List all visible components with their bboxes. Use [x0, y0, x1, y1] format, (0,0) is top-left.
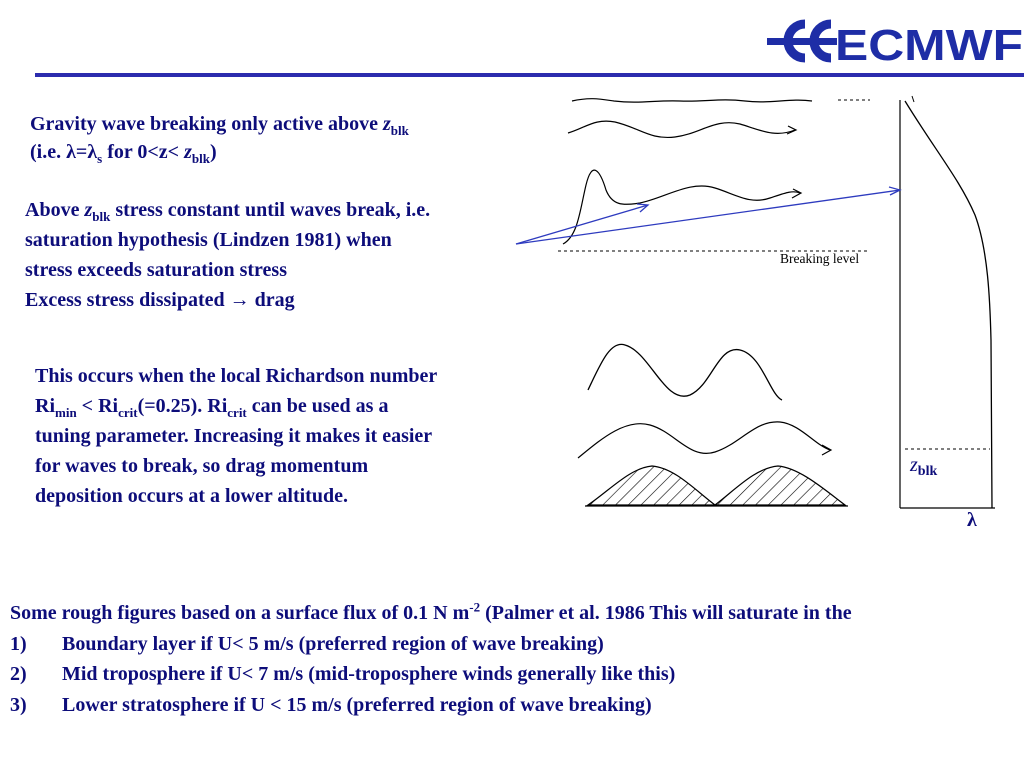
lambda-profile-curve	[905, 101, 992, 508]
list-item: 2) Mid troposphere if U< 7 m/s (mid-troposphere winds generally like this)	[10, 663, 676, 685]
zblk-z: z	[910, 454, 918, 476]
lower-wave-small	[578, 422, 830, 458]
mountain-2	[715, 466, 845, 505]
surface-flux-list	[10, 598, 1010, 720]
list-intro: Some rough figures based on a surface flux of 0.1 N $m^{-2}$ (Palmer et al. 1986 This will saturate in the	[10, 599, 852, 624]
broken-wave-1	[572, 99, 812, 102]
list-item: 3) Lower stratosphere if U < 15 m/s (preferred region of wave breaking)	[10, 693, 652, 716]
lambda-axis-label: λ	[967, 509, 977, 531]
list-item: 1) Boundary layer if U< 5 m/s (preferred region of wave breaking)	[10, 632, 604, 655]
arrow-to-wave	[516, 205, 648, 244]
ecmwf-logo-text: ECMWF	[835, 21, 1023, 68]
text-block-saturation: Above $z_{blk}$ stress constant until waves break, i.e. saturation hypothesis (Lindzen 1981) when stress exceeds saturation stress Excess stress dissipated → drag	[25, 199, 431, 311]
arrow-to-profile	[516, 190, 900, 244]
mountain-1	[588, 466, 715, 505]
text-block-gravity-wave: Gravity wave breaking only active above $z_{blk}$ (i.e. $\lambda=\lambda_s$ for $0<z< z_{blk}$)	[30, 113, 409, 166]
text-block-richardson: This occurs when the local Richardson number $Ri_{min} < Ri_{crit}(=0.25)$. $Ri_{crit}$ can be used as a tuning parameter. Increasing it makes it easier for waves to break, so drag momentum deposition occurs at a lower altitude.	[35, 365, 438, 507]
lower-wave-large	[588, 344, 782, 400]
zblk-sub: blk	[917, 464, 938, 479]
breaking-level-label: Breaking level	[780, 251, 860, 266]
zblk-label	[909, 454, 937, 479]
broken-wave-2	[568, 121, 795, 137]
